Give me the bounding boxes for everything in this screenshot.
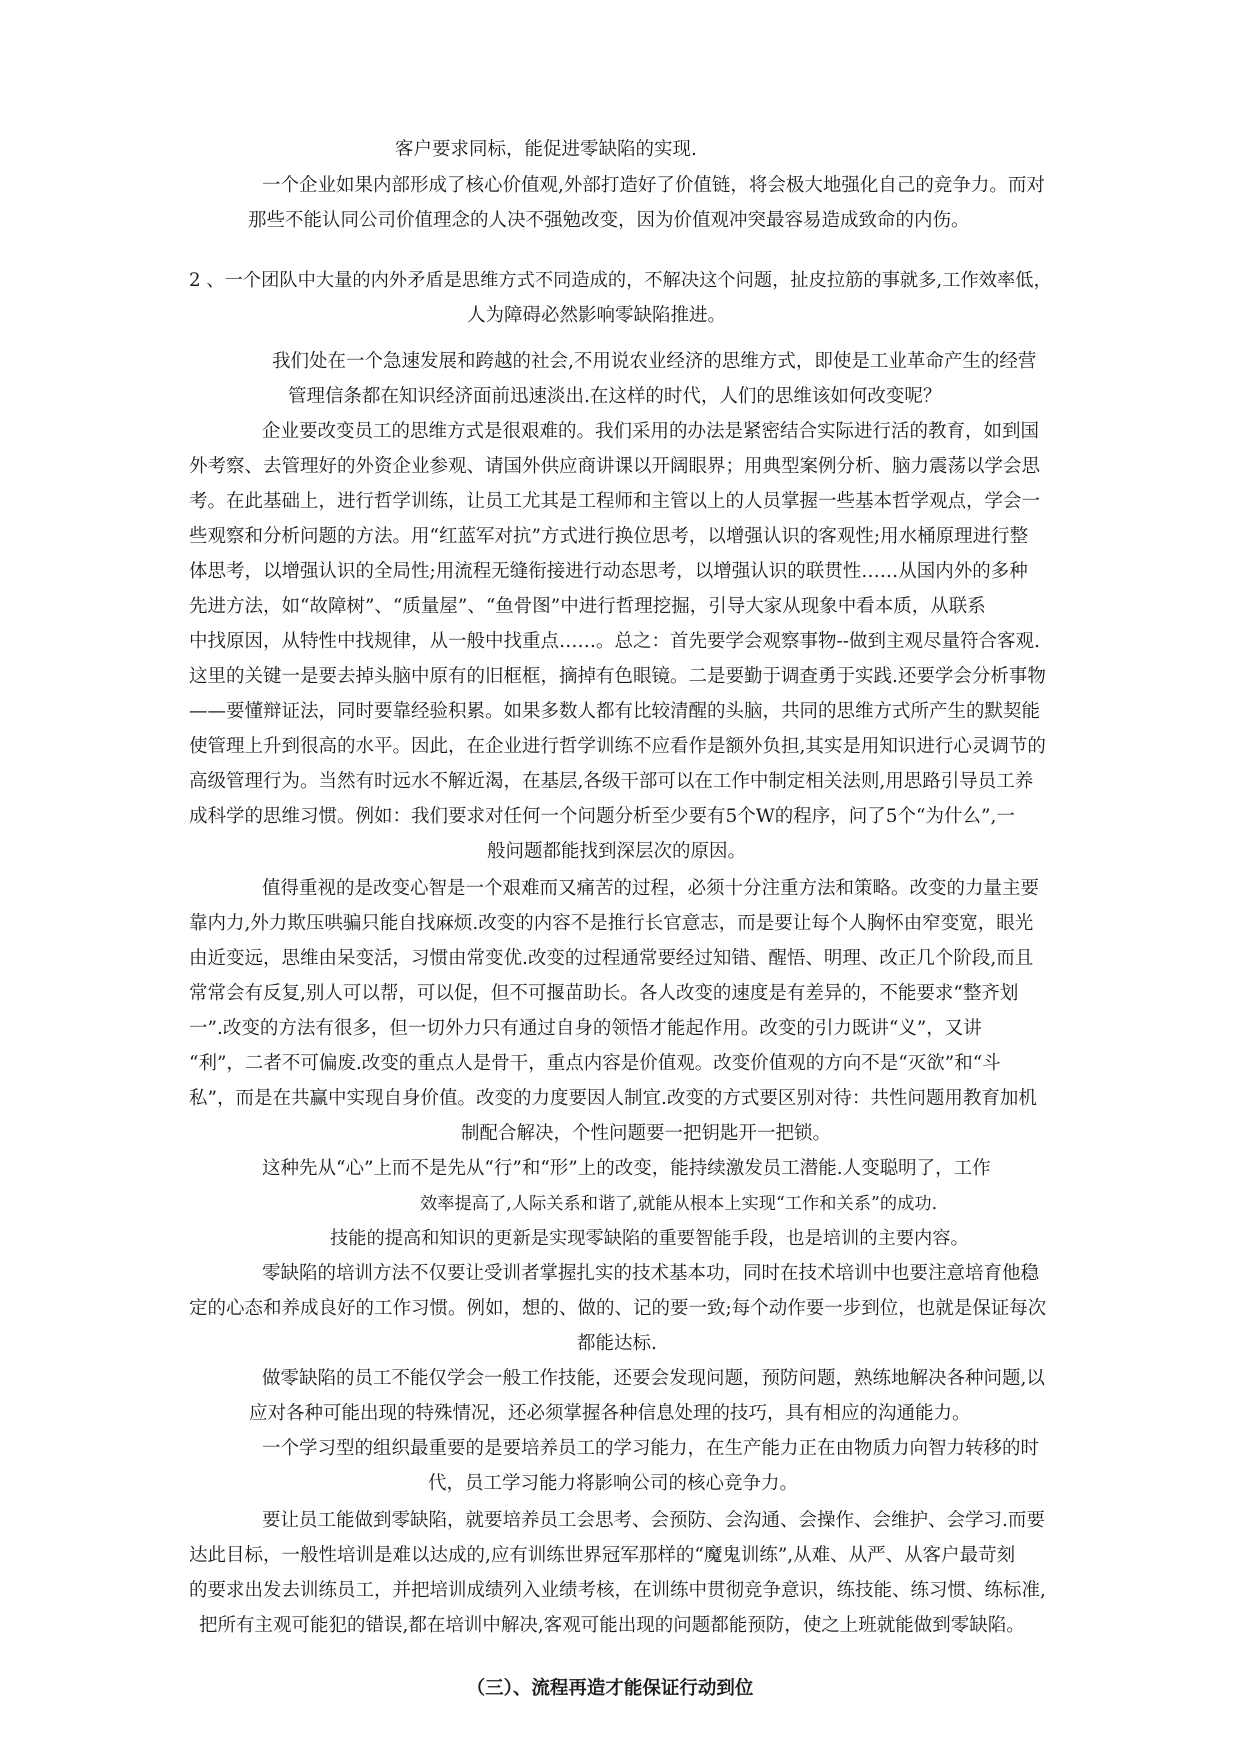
text-line: 客户要求同标，能促进零缺陷的实现. [395, 139, 697, 160]
text-line: 般问题都能找到深层次的原因。 [487, 841, 747, 862]
text-line: 代，员工学习能力将影响公司的核心竞争力。 [428, 1473, 799, 1494]
text-line: 使管理上升到很高的水平。因此，在企业进行哲学训练不应看作是额外负担,其实是用知识进行心灵调节的 [189, 736, 1046, 757]
text-line: 考。在此基础上，进行哲学训练，让员工尤其是工程师和主管以上的人员掌握一些基本哲学观点，学会一 [189, 491, 1041, 512]
text-line: ——要懂辩证法，同时要靠经验积累。如果多数人都有比较清醒的头脑，共同的思维方式所产生的默契能 [189, 701, 1041, 722]
text-line: 私”，而是在共赢中实现自身价值。改变的力度要因人制宜.改变的方式要区别对待：共性问题用教育加机 [189, 1088, 1037, 1109]
text-line: 先进方法，如“故障树”、“质量屋”、“鱼骨图”中进行哲理挖掘，引导大家从现象中看本质，从联系 [189, 596, 986, 617]
text-line: 我们处在一个急速发展和跨越的社会,不用说农业经济的思维方式，即使是工业革命产生的经营 [272, 351, 1037, 372]
text-line: 把所有主观可能犯的错误,都在培训中解决,客观可能出现的问题都能预防，使之上班就能做到零缺陷。 [199, 1615, 1025, 1636]
text-line: 成科学的思维习惯。例如：我们要求对任何一个问题分析至少要有5个W的程序，问了5个“为什么”,一 [189, 806, 1015, 827]
text-line: “利”，二者不可偏废.改变的重点人是骨干，重点内容是价值观。改变价值观的方向不是“灭欲”和“斗 [189, 1053, 1001, 1074]
text-line: 高级管理行为。当然有时远水不解近渴，在基层,各级干部可以在工作中制定相关法则,用思路引导员工养 [189, 771, 1034, 792]
text-line: 效率提高了,人际关系和谐了,就能从根本上实现“工作和关系”的成功. [420, 1194, 938, 1214]
text-line: 体思考，以增强认识的全局性;用流程无缝衔接进行动态思考，以增强认识的联贯性……从国内外的多种 [189, 561, 1028, 582]
text-line: 制配合解决，个性问题要一把钥匙开一把锁。 [461, 1123, 832, 1144]
text-line: 企业要改变员工的思维方式是很艰难的。我们采用的办法是紧密结合实际进行活的教育，如到国 [262, 421, 1040, 442]
text-line: 这里的关键一是要去掉头脑中原有的旧框框，摘掉有色眼镜。二是要勤于调查勇于实践.还要学会分析事物 [189, 666, 1046, 687]
text-line: 由近变远，思维由呆变活，习惯由常变优.改变的过程通常要经过知错、醒悟、明理、改正几个阶段,而且 [189, 948, 1034, 969]
text-line: 一个企业如果内部形成了核心价值观,外部打造好了价值链，将会极大地强化自己的竞争力。而对 [262, 175, 1045, 196]
text-line: 常常会有反复,别人可以帮，可以促，但不可揠苗助长。各人改变的速度是有差异的，不能要求“整齐划 [189, 983, 1019, 1004]
text-line: 靠内力,外力欺压哄骗只能自找麻烦.改变的内容不是推行长官意志，而是要让每个人胸怀由窄变宽，眼光 [189, 913, 1034, 934]
text-line: 定的心态和养成良好的工作习惯。例如，想的、做的、记的要一致;每个动作要一步到位，也就是保证每次 [189, 1298, 1047, 1319]
section-item-heading: 人为障碍必然影响零缺陷推进。 [467, 305, 727, 326]
text-line: 做零缺陷的员工不能仅学会一般工作技能，还要会发现问题，预防问题，熟练地解决各种问题,以 [262, 1368, 1045, 1389]
text-line: 技能的提高和知识的更新是实现零缺陷的重要智能手段，也是培训的主要内容。 [330, 1228, 969, 1249]
text-line: 值得重视的是改变心智是一个艰难而又痛苦的过程，必须十分注重方法和策略。改变的力量主要 [262, 878, 1040, 899]
text-line: 那些不能认同公司价值理念的人决不强勉改变，因为价值观冲突最容易造成致命的内伤。 [248, 210, 970, 231]
text-line: 一”.改变的方法有很多，但一切外力只有通过自身的领悟才能起作用。改变的引力既讲“义”，又讲 [189, 1018, 982, 1039]
text-line: 外考察、去管理好的外资企业参观、请国外供应商讲课以开阔眼界；用典型案例分析、脑力震荡以学会思 [189, 456, 1041, 477]
section-item-heading: 2 、一个团队中大量的内外矛盾是思维方式不同造成的，不解决这个问题，扯皮拉筋的事就多,工作效率低， [189, 270, 1052, 291]
text-line: 达此目标，一般性培训是难以达成的,应有训练世界冠军那样的“魔鬼训练”,从难、从严、从客户最苛刻 [189, 1545, 1016, 1566]
text-line: 中找原因，从特性中找规律，从一般中找重点……。总之：首先要学会观察事物--做到主观尽量符合客观. [189, 631, 1040, 652]
text-line: 管理信条都在知识经济面前迅速淡出.在这样的时代，人们的思维该如何改变呢？ [288, 386, 942, 407]
text-line: 零缺陷的培训方法不仅要让受训者掌握扎实的技术基本功，同时在技术培训中也要注意培育他稳 [262, 1263, 1040, 1284]
text-line: 一个学习型的组织最重要的是要培养员工的学习能力，在生产能力正在由物质力向智力转移的时 [262, 1438, 1040, 1459]
text-line: 应对各种可能出现的特殊情况，还必须掌握各种信息处理的技巧，具有相应的沟通能力。 [249, 1403, 971, 1424]
text-line: 的要求出发去训练员工，并把培训成绩列入业绩考核，在训练中贯彻竞争意识，练技能、练习惯、练标准, [189, 1580, 1046, 1601]
text-line: 都能达标. [577, 1333, 657, 1354]
section-heading: （三）、流程再造才能保证行动到位 [466, 1678, 754, 1699]
text-line: 些观察和分析问题的方法。用“红蓝军对抗”方式进行换位思考，以增强认识的客观性;用水桶原理进行整 [189, 526, 1029, 547]
text-line: 这种先从“心”上而不是先从“行”和“形”上的改变，能持续激发员工潜能.人变聪明了，工作 [262, 1158, 991, 1179]
text-line: 要让员工能做到零缺陷，就要培养员工会思考、会预防、会沟通、会操作、会维护、会学习.而要 [262, 1510, 1045, 1531]
